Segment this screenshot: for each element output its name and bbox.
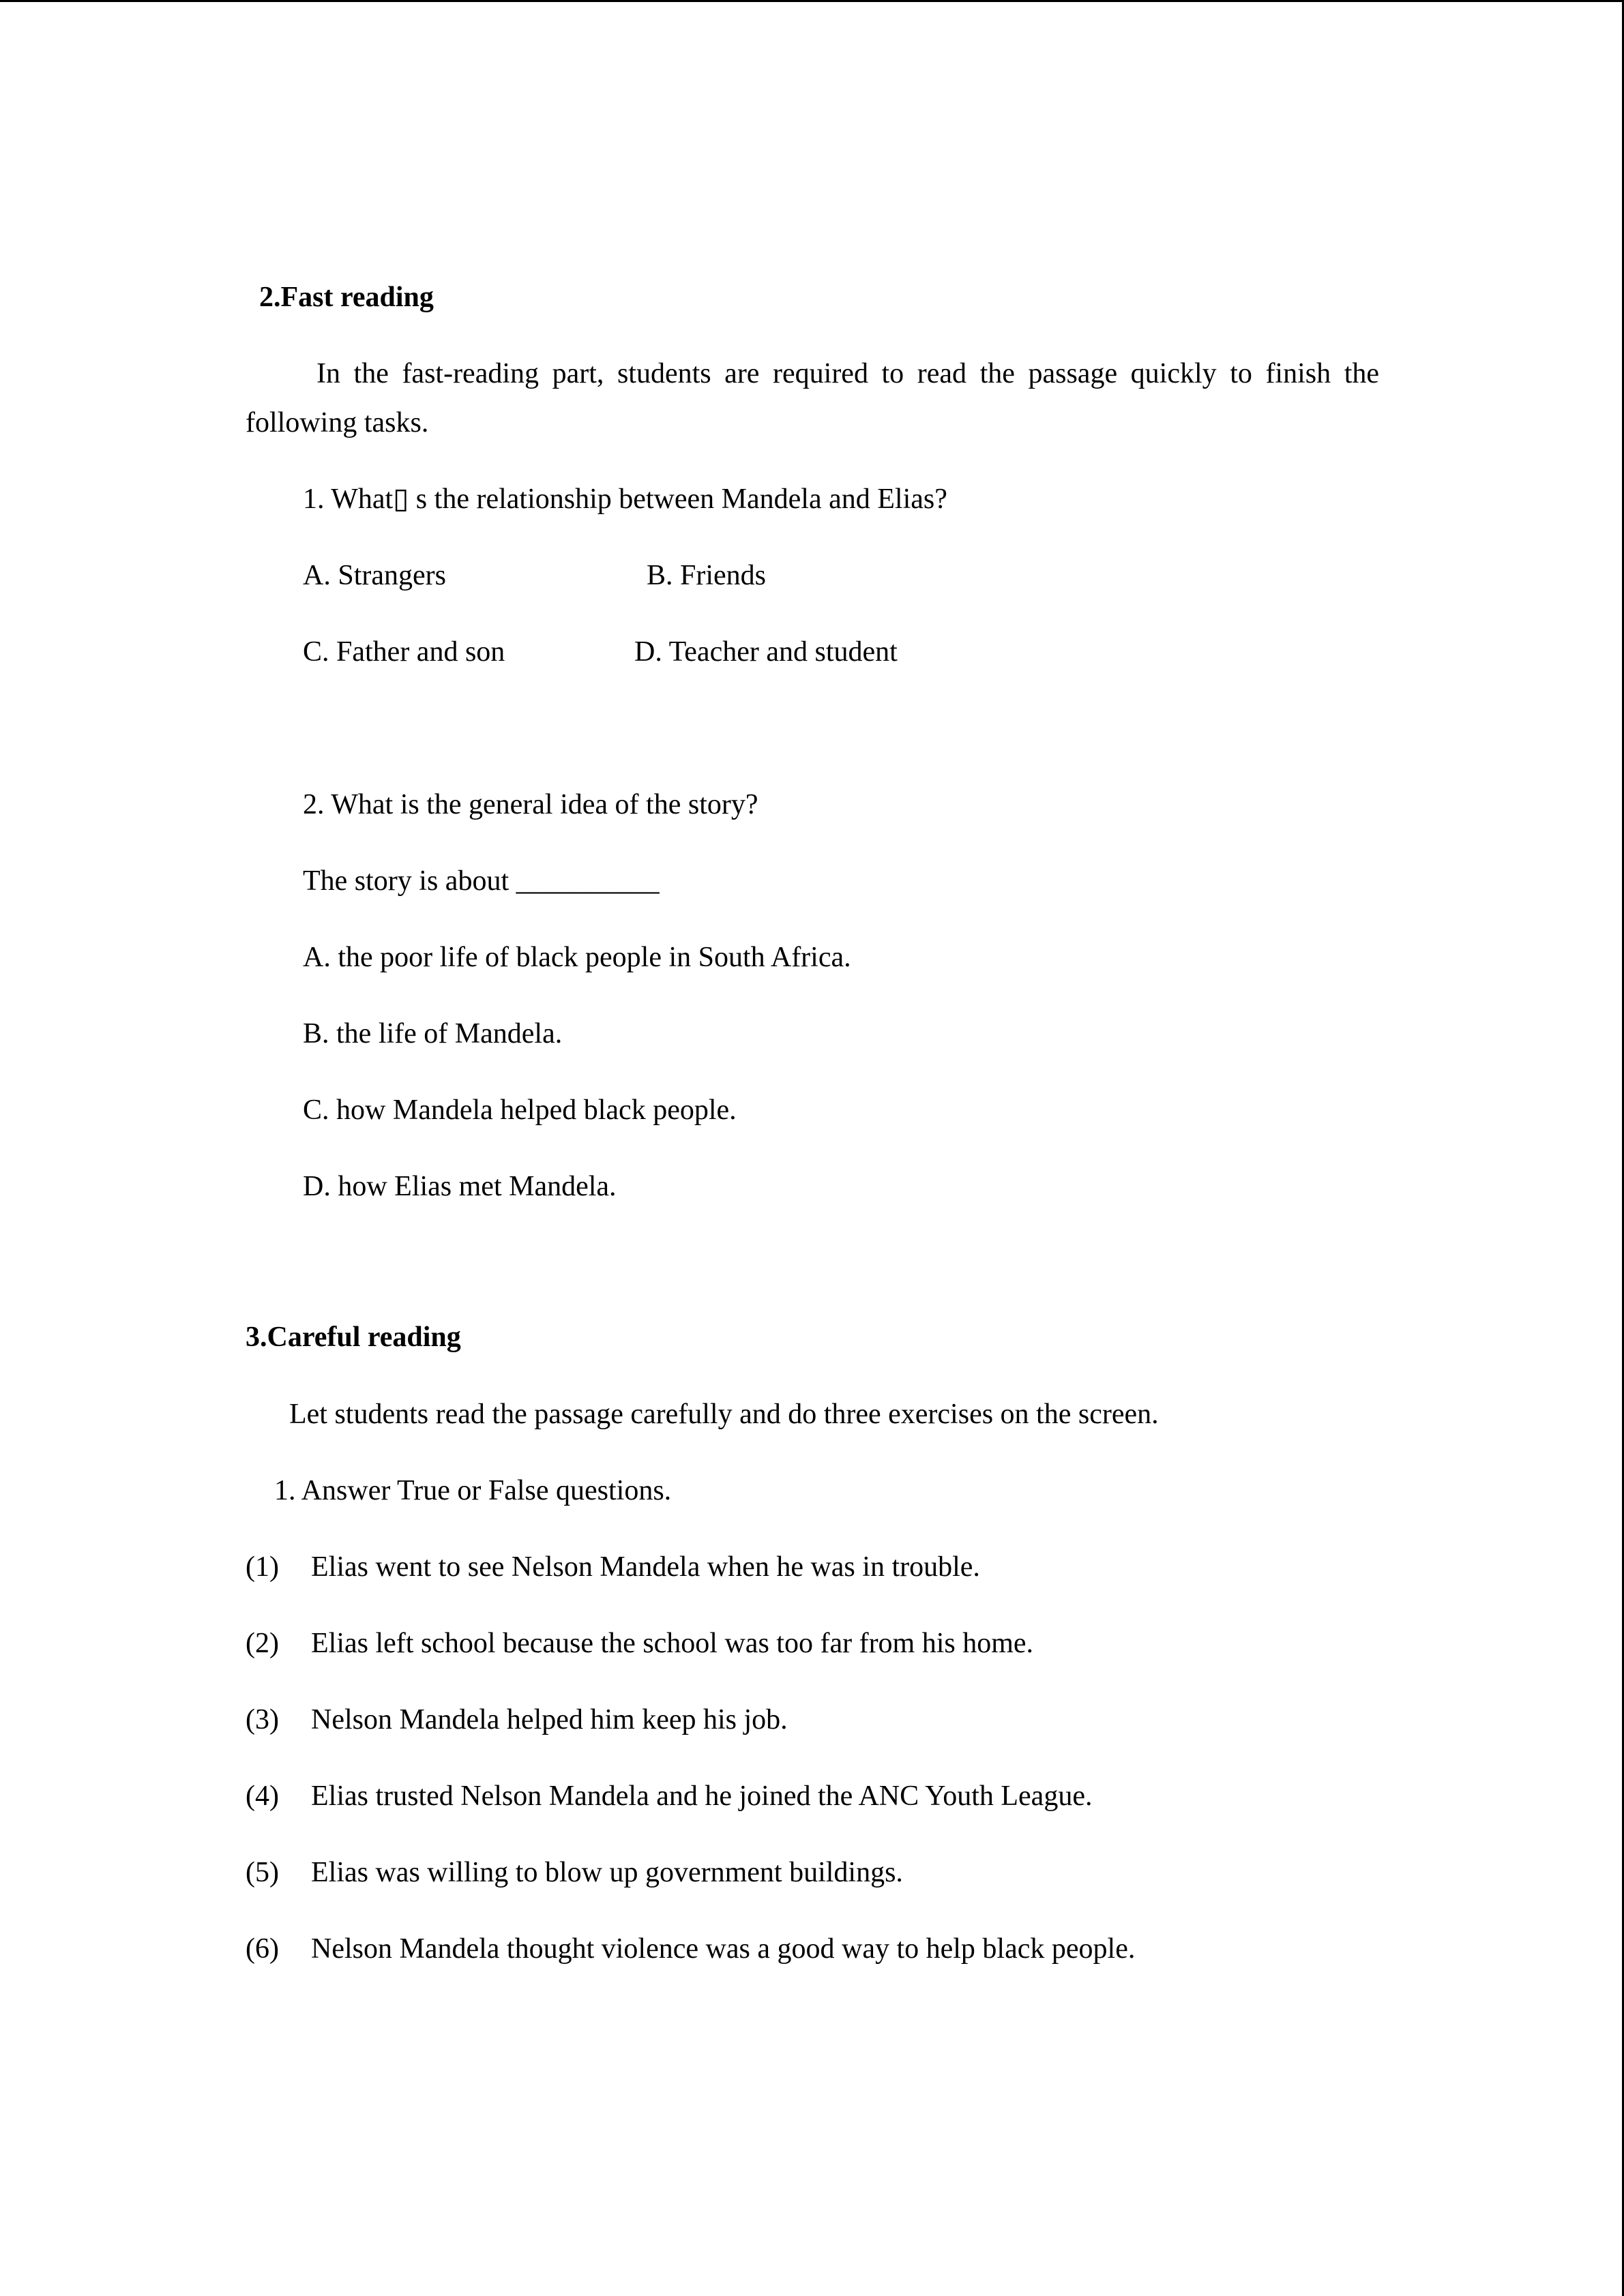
statement-text: Nelson Mandela helped him keep his job. <box>311 1704 788 1735</box>
fast-reading-heading: 2.Fast reading <box>259 282 434 313</box>
statement-number: (5) <box>246 1857 279 1888</box>
statement-text: Elias went to see Nelson Mandela when he was in trouble. <box>311 1551 980 1583</box>
page-border-top <box>0 0 1624 2</box>
statement-number: (4) <box>246 1780 279 1812</box>
careful-reading-intro: Let students read the passage carefully and do three exercises on the screen. <box>289 1399 1159 1430</box>
careful-reading-heading: 3.Careful reading <box>246 1322 461 1353</box>
statement-number: (6) <box>246 1933 279 1965</box>
statement-number: (1) <box>246 1551 279 1583</box>
statement-text: Elias was willing to blow up government buildings. <box>311 1857 903 1888</box>
q1-option-c: C. Father and son <box>303 636 505 668</box>
q1-option-b: B. Friends <box>647 560 767 591</box>
fast-reading-intro-line1: In the fast-reading part, students are required to read the passage quickly to finish the <box>316 358 1379 389</box>
q1-option-d: D. Teacher and student <box>634 636 898 668</box>
statement-text: Elias left school because the school was too far from his home. <box>311 1628 1034 1659</box>
statement-number: (2) <box>246 1628 279 1659</box>
q2-option-b: B. the life of Mandela. <box>303 1018 563 1049</box>
q2-option-d: D. how Elias met Mandela. <box>303 1171 617 1202</box>
statement-number: (3) <box>246 1704 279 1735</box>
statement-text: Nelson Mandela thought violence was a good way to help black people. <box>311 1933 1136 1965</box>
q2-option-a: A. the poor life of black people in South Africa. <box>303 942 851 973</box>
exercise1-title: 1. Answer True or False questions. <box>274 1475 672 1506</box>
q2-question: 2. What is the general idea of the story? <box>303 789 758 820</box>
fast-reading-intro-line2: following tasks. <box>246 407 429 438</box>
statement-text: Elias trusted Nelson Mandela and he joined the ANC Youth League. <box>311 1780 1093 1812</box>
q1-option-a: A. Strangers <box>303 560 446 591</box>
q2-option-c: C. how Mandela helped black people. <box>303 1094 737 1126</box>
q2-stem: The story is about __________ <box>303 865 660 897</box>
q1-question: 1. What▯ s the relationship between Mandela and Elias? <box>303 483 947 515</box>
